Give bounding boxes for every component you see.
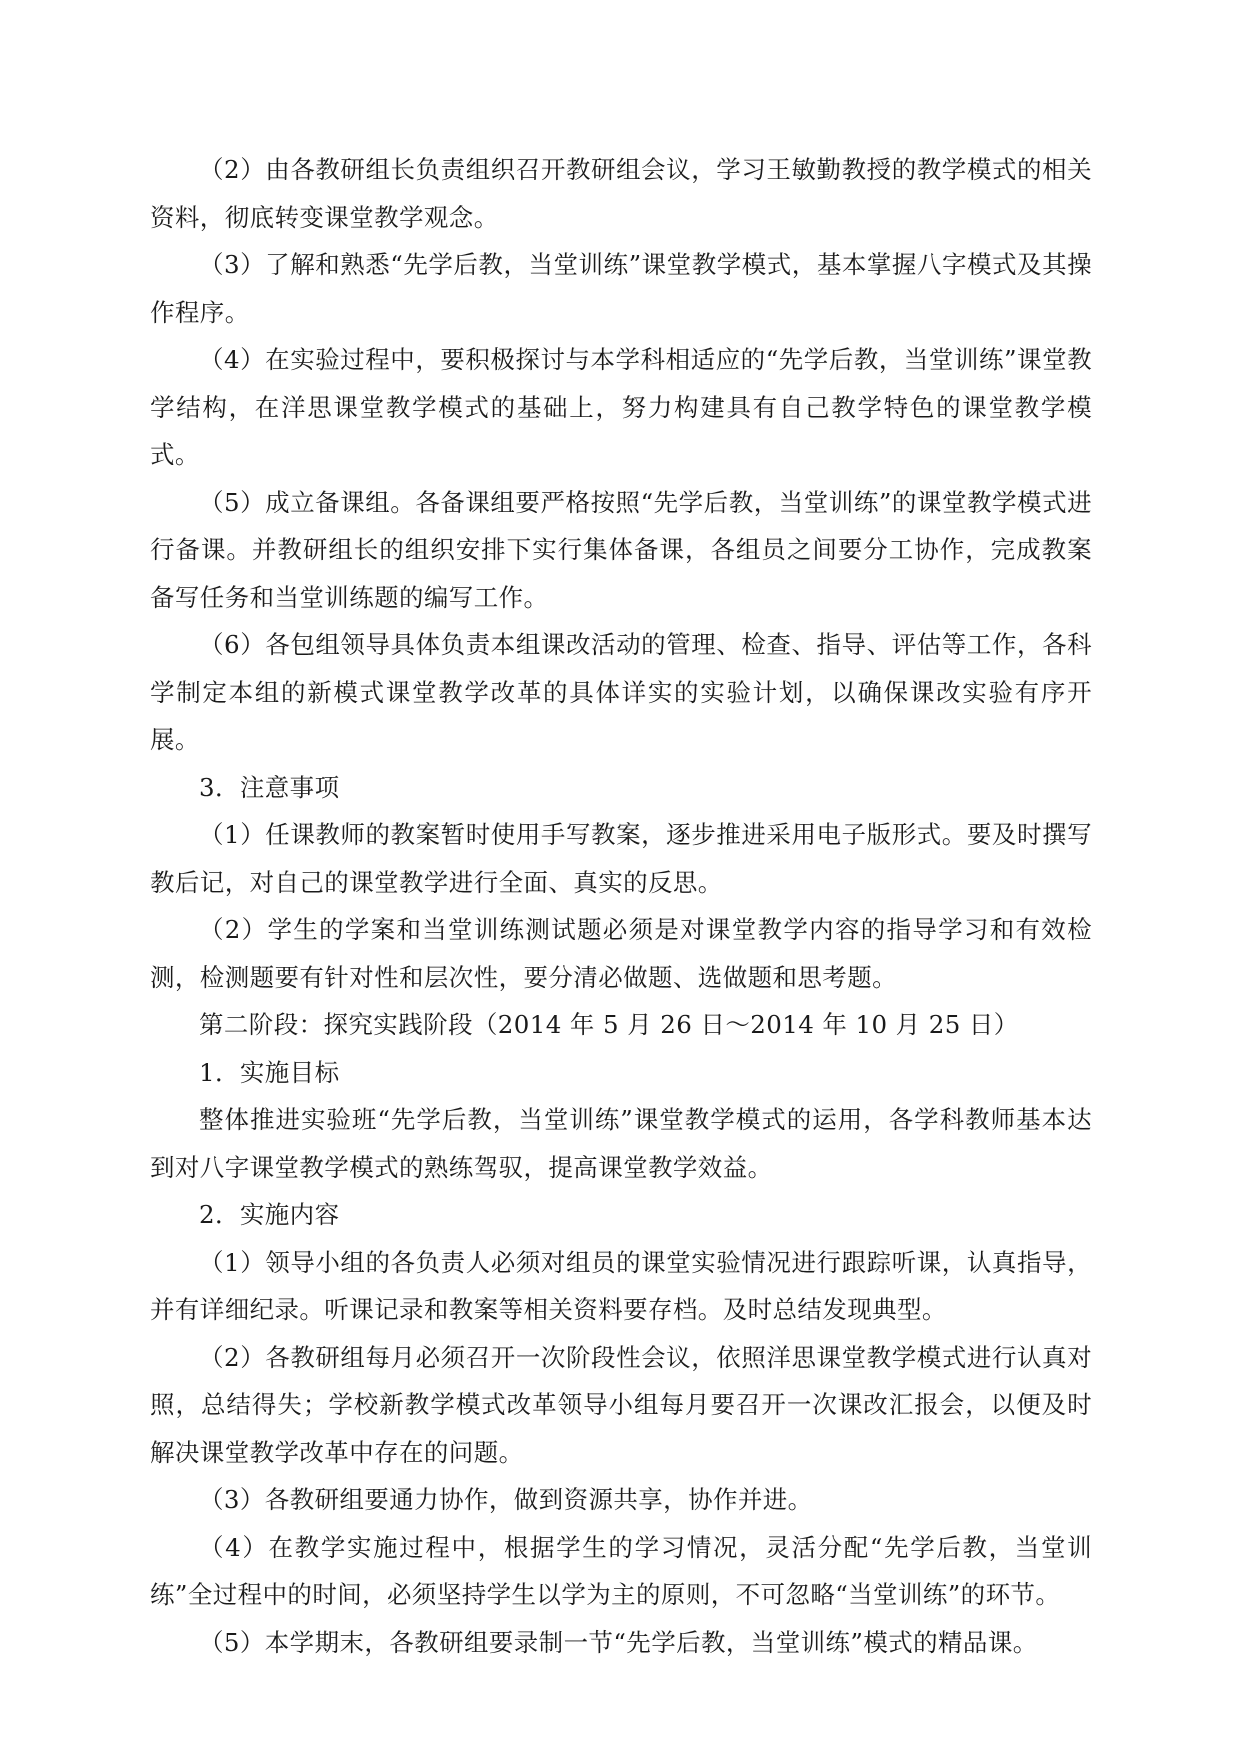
paragraph-item-5: （5）成立备课组。各备课组要严格按照“先学后教，当堂训练”的课堂教学模式进行备课。并教研组长的组织安排下实行集体备课，各组员之间要分工协作，完成教案备写任务和当堂训练题的编写工作。	[150, 487, 1092, 612]
paragraph-content-5: （5）本学期末，各教研组要录制一节“先学后教，当堂训练”模式的精品课。	[199, 1627, 1038, 1657]
paragraph-content-1: （1）领导小组的各负责人必须对组员的课堂实验情况进行跟踪听课，认真指导，并有详细纪录。听课记录和教案等相关资料要存档。及时总结发现典型。	[150, 1247, 1092, 1324]
section-heading-goal: 1．实施目标	[199, 1057, 340, 1087]
paragraph-item-4: （4）在实验过程中，要积极探讨与本学科相适应的“先学后教，当堂训练”课堂教学结构，在洋思课堂教学模式的基础上，努力构建具有自己教学特色的课堂教学模式。	[150, 345, 1092, 469]
paragraph-notes-1: （1）任课教师的教案暂时使用手写教案，逐步推进采用电子版形式。要及时撰写教后记，对自己的课堂教学进行全面、真实的反思。	[150, 820, 1092, 897]
paragraph-item-6: （6）各包组领导具体负责本组课改活动的管理、检查、指导、评估等工作，各科学制定本组的新模式课堂教学改革的具体详实的实验计划，以确保课改实验有序开展。	[150, 630, 1092, 754]
paragraph-item-3: （3）了解和熟悉“先学后教，当堂训练”课堂教学模式，基本掌握八字模式及其操作程序。	[150, 250, 1092, 327]
paragraph-content-2: （2）各教研组每月必须召开一次阶段性会议，依照洋思课堂教学模式进行认真对照，总结得失；学校新教学模式改革领导小组每月要召开一次课改汇报会，以便及时解决课堂教学改革中存在的问题。	[150, 1342, 1092, 1467]
paragraph-notes-2: （2）学生的学案和当堂训练测试题必须是对课堂教学内容的指导学习和有效检测，检测题要有针对性和层次性，要分清必做题、选做题和思考题。	[150, 915, 1092, 992]
paragraph-content-4: （4）在教学实施过程中，根据学生的学习情况，灵活分配“先学后教，当堂训练”全过程中的时间，必须坚持学生以学为主的原则，不可忽略“当堂训练”的环节。	[150, 1532, 1092, 1609]
paragraph-item-2: （2）由各教研组长负责组织召开教研组会议，学习王敏勤教授的教学模式的相关资料，彻底转变课堂教学观念。	[150, 155, 1092, 232]
section-heading-notes: 3．注意事项	[199, 772, 340, 802]
paragraph-goal: 整体推进实验班“先学后教，当堂训练”课堂教学模式的运用，各学科教师基本达到对八字课堂教学模式的熟练驾驭，提高课堂教学效益。	[150, 1105, 1092, 1182]
section-heading-content: 2．实施内容	[199, 1200, 340, 1229]
stage-heading: 第二阶段：探究实践阶段（2014 年 5 月 26 日～2014 年 10 月 25 日）	[199, 1010, 1019, 1039]
document-body	[150, 146, 1092, 1666]
paragraph-content-3: （3）各教研组要通力协作，做到资源共享，协作并进。	[199, 1485, 813, 1514]
